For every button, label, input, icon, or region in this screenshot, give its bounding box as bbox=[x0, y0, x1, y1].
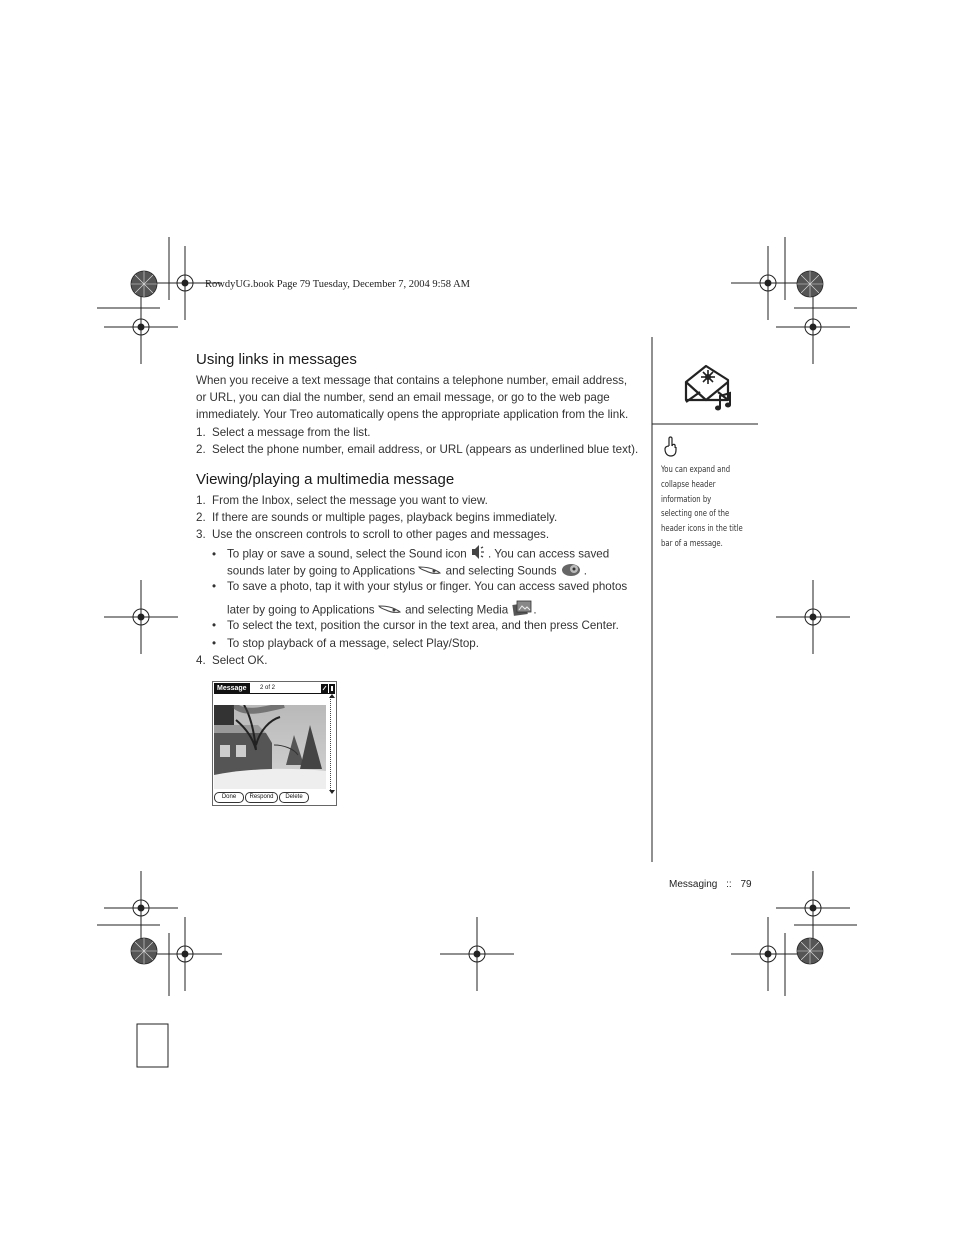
list-item: 4. Select OK. bbox=[196, 654, 268, 667]
list-item: 2. Select the phone number, email address, or URL (appears as underlined blue text). bbox=[196, 443, 639, 456]
footer-chapter: Messaging bbox=[669, 879, 718, 890]
device-screenshot bbox=[212, 681, 337, 806]
device-title: Message bbox=[214, 683, 250, 694]
list-item: 3. Use the onscreen controls to scroll to other pages and messages. bbox=[196, 528, 550, 541]
bullet-item: later by going to Applications and selecting Media . bbox=[227, 599, 537, 622]
done-button[interactable]: Done bbox=[214, 792, 244, 803]
delete-button[interactable]: Delete bbox=[279, 792, 309, 803]
list-item: 2. If there are sounds or multiple pages, playback begins immediately. bbox=[196, 511, 558, 524]
footer-page-number: 79 bbox=[740, 879, 752, 890]
device-title-bar bbox=[214, 683, 335, 693]
section-title-multimedia: Viewing/playing a multimedia message bbox=[196, 471, 455, 488]
list-item: 1. Select a message from the list. bbox=[196, 426, 371, 439]
respond-button[interactable]: Respond bbox=[245, 792, 278, 803]
print-header: RowdyUG.book Page 79 Tuesday, December 7, 2004 9:58 AM bbox=[205, 279, 471, 290]
bullet-item: sounds later by going to Applications and selecting Sounds . bbox=[227, 561, 587, 582]
bullet-item: • To save a photo, tap it with your stylus or finger. You can access saved photos bbox=[212, 580, 628, 593]
bullet-item: • To stop playback of a message, select Play/Stop. bbox=[212, 637, 479, 650]
device-page-indicator: 2 of 2 bbox=[260, 685, 276, 691]
section-title-links: Using links in messages bbox=[196, 351, 357, 368]
header-icons bbox=[321, 684, 335, 693]
tip-hand-icon bbox=[662, 436, 680, 458]
sidebar-tip: You can expand and collapse header information by selecting one of the header icons in the title bar of a message. bbox=[661, 464, 743, 548]
bullet-item: • To select the text, position the cursor in the text area, and then press Center. bbox=[212, 619, 619, 632]
footer-separator: :: bbox=[726, 879, 732, 890]
message-photo bbox=[214, 705, 326, 789]
page-footer bbox=[669, 879, 752, 890]
messaging-chapter-icon bbox=[680, 362, 738, 414]
section-body-links: When you receive a text message that contains a telephone number, email address, or URL, you can dial the number, send an email message, or go to the web page immediately. Your Treo automatically opens the appropriate application from the link. bbox=[196, 374, 629, 421]
bullet-item: • To play or save a sound, select the Sound icon . You can access saved bbox=[212, 544, 609, 565]
list-item: 1. From the Inbox, select the message you want to view. bbox=[196, 494, 488, 507]
